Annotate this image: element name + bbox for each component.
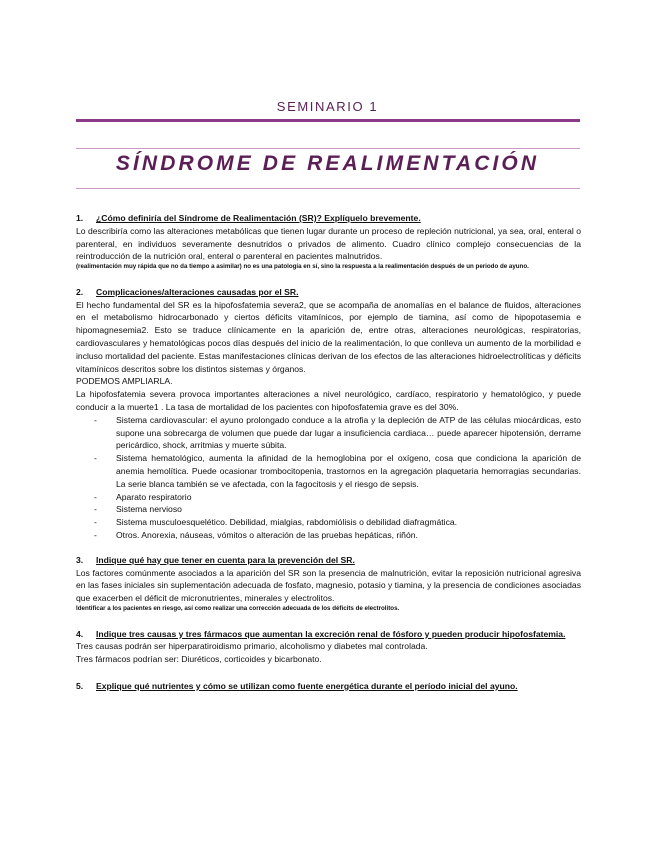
section-number: 4. <box>76 628 84 639</box>
complications-list <box>76 414 581 542</box>
page-title: SÍNDROME DE REALIMENTACIÓN <box>115 152 540 175</box>
section-heading-text: Complicaciones/alteraciones causadas por el SR. <box>96 286 299 297</box>
header-divider <box>76 119 580 122</box>
section-2-heading <box>76 286 581 299</box>
section-5-heading <box>76 680 581 693</box>
list-item: - Sistema hematológico, aumenta la afinidad de la hemoglobina por el oxígeno, cosa que condiciona la aparición de anemia hemolítica. Puede ocasionar trombocitopenia, trastornos en la agregación plaquetaria hemorragias secundarias. La serie blanca también se ve afectada, con la fagocitosis y el riesgo de sepsis. <box>116 452 581 490</box>
section-heading-text: Indique tres causas y tres fármacos que aumentan la excreción renal de fósforo y pueden producir hipofosfatemia. <box>96 628 566 639</box>
section-heading-text: Indique qué hay que tener en cuenta para la prevención del SR. <box>96 554 355 565</box>
section-2-extra: PODEMOS AMPLIARLA. <box>76 376 173 387</box>
section-2-body: El hecho fundamental del SR es la hipofosfatemia severa2, que se acompaña de anomalías en el balance de fluidos, alteraciones en el metabolismo hidrocarbonado y ciertos déficits vitamínicos, por ejemplo de tiamina, así como de hipopotasemia e hipomagnesemia2. Esto se traduce clínicamente en la aparición de, entre otras, alteraciones neurológicas, respiratorias, cardiovasculares y hematológicas pocos días después del inicio de la realimentación, lo que conlleva un aumento de la morbilidad e incluso mortalidad del paciente. Estas manifestaciones clínicas derivan de los efectos de las alteraciones hidroelectrolíticas y déficits vitamínicos descritos sobre los distintos sistemas y órganos. <box>76 299 581 374</box>
title-rule-top <box>76 148 580 149</box>
list-item: - Sistema cardiovascular: el ayuno prolongado conduce a la atrofia y la depleción de ATP de las células miocárdicas, esto supone una sobrecarga de volumen que puede dar lugar a insuficiencia cardiaca… puede aparecer hipotensión, derrame pericárdico, shock, arritmias y muerte súbita. <box>116 414 581 452</box>
list-item: - Otros. Anorexia, náuseas, vómitos o alteración de las pruebas hepáticas, riñón. <box>116 529 581 542</box>
section-4-heading <box>76 628 581 641</box>
section-1-body: Lo describiría como las alteraciones metabólicas que tienen lugar durante un proceso de repleción nutricional, ya sea, oral, enteral o parenteral, en individuos severamente desnutridos o privados de alimento. Cuadro clínico complejo consecuencias de la reintroducción de la nutrición oral, enteral o parenteral en pacientes malnutridos. <box>76 225 581 262</box>
title-rule-bottom <box>76 188 580 189</box>
seminar-label: SEMINARIO 1 <box>276 99 379 114</box>
section-1-note: (realimentación muy rápida que no da tiempo a asimilar) no es una patología en sí, sino la respuesta a la realimentación después de un periodo de ayuno. <box>76 263 529 271</box>
list-item: - Aparato respiratorio <box>116 491 581 504</box>
section-4-line-1: Tres causas podrán ser hiperparatiroidismo primario, alcoholismo y diabetes mal controlada. <box>76 641 428 652</box>
section-heading-text: Explique qué nutrientes y cómo se utilizan como fuente energética durante el período inicial del ayuno. <box>96 680 518 691</box>
section-4-line-2: Tres fármacos podrían ser: Diuréticos, corticoides y bicarbonato. <box>76 654 322 665</box>
document-body <box>76 212 581 693</box>
section-2-body-2: La hipofosfatemia severa provoca importantes alteraciones a nivel neurológico, cardíaco, respiratorio y hematológico, y puede conducir a la muerte1 . La tasa de mortalidad de los pacientes con hipofosfatemia grave es del 30%. <box>76 389 581 412</box>
section-number: 3. <box>76 554 84 565</box>
section-number: 5. <box>76 680 84 691</box>
section-heading-text: ¿Cómo definiría del Síndrome de Realimentación (SR)? Explíquelo brevemente. <box>96 213 421 223</box>
section-number: 1. <box>76 213 84 223</box>
section-1-heading <box>76 212 581 225</box>
section-3-note: Identificar a los pacientes en riesgo, así como realizar una corrección adecuada de los déficits de electrolitos. <box>76 604 400 612</box>
section-3-body: Los factores comúnmente asociados a la aparición del SR son la presencia de malnutrición, evitar la reposición nutricional agresiva en las fases iniciales sin suplementación adecuada de fosfato, magnesio, potasio y tiamina, y la presencia de condiciones asociadas que exacerben el déficit de micronutrientes, minerales y electrolitos. <box>76 567 581 604</box>
list-item: - Sistema nervioso <box>116 503 581 516</box>
list-item: - Sistema musculoesquelético. Debilidad, mialgias, rabdomiólisis o debilidad diafragmática. <box>116 516 581 529</box>
section-number: 2. <box>76 286 84 297</box>
section-3-heading <box>76 554 581 567</box>
